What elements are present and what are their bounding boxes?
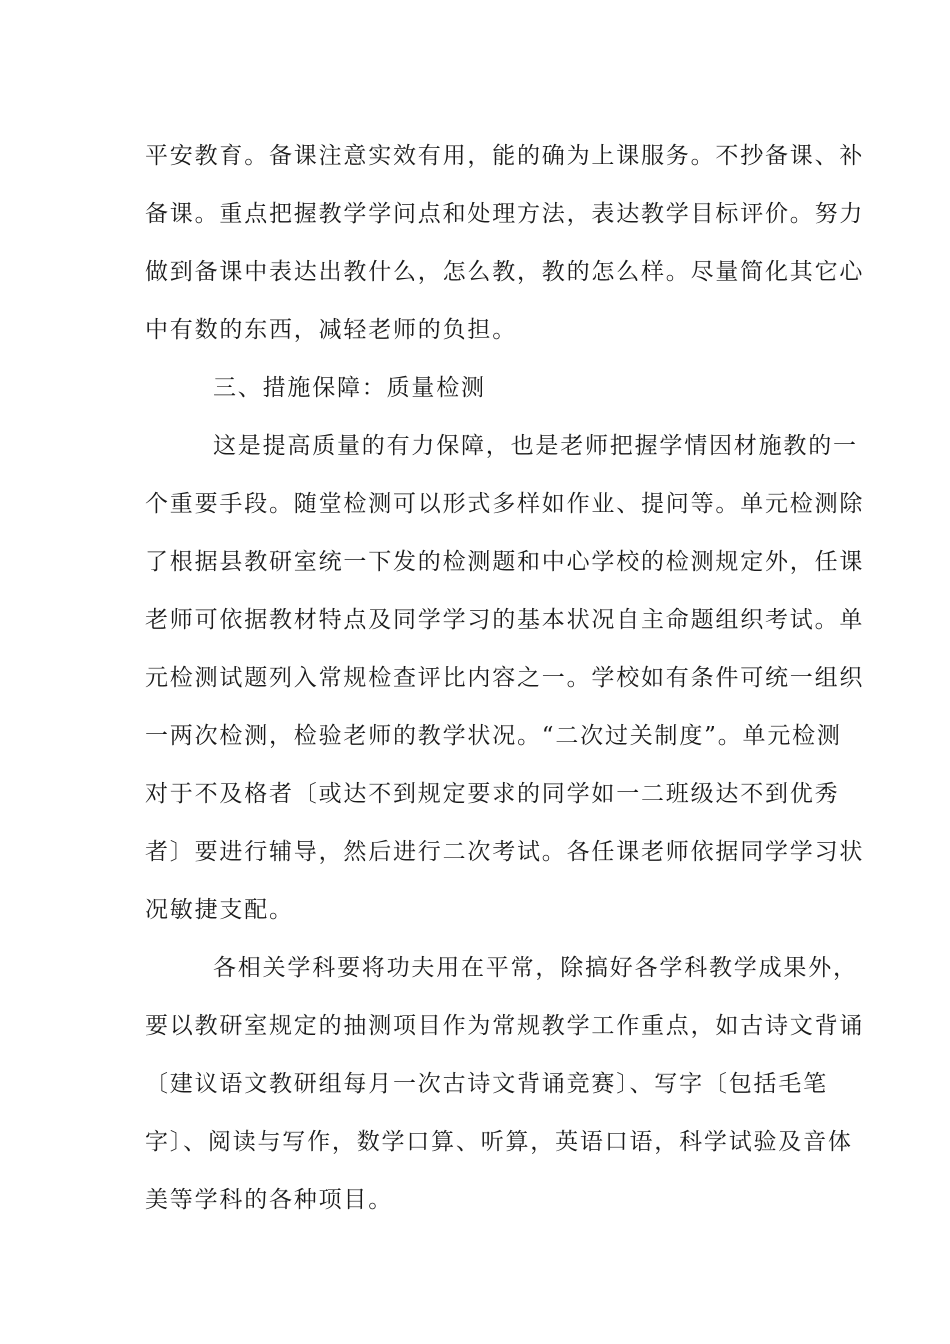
- text-line: 一两次检测，检验老师的教学状况。“二次过关制度”。单元检测: [145, 723, 842, 749]
- text-line: 个重要手段。随堂检测可以形式多样如作业、提问等。单元检测除: [145, 491, 865, 517]
- text-line: 了根据县教研室统一下发的检测题和中心学校的检测规定外，任课: [145, 549, 865, 575]
- text-line: 老师可依据教材特点及同学学习的基本状况自主命题组织考试。单: [145, 607, 865, 633]
- text-line: 对于不及格者〔或达不到规定要求的同学如一二班级达不到优秀: [145, 781, 840, 807]
- text-line: 这是提高质量的有力保障，也是老师把握学情因材施教的一: [213, 433, 858, 459]
- text-line: 者〕要进行辅导，然后进行二次考试。各任课老师依据同学学习状: [145, 839, 865, 865]
- section-heading: 三、措施保障：质量检测: [213, 375, 486, 401]
- text-line: 要以教研室规定的抽测项目作为常规教学工作重点，如古诗文背诵: [145, 1013, 865, 1039]
- text-line: 元检测试题列入常规检查评比内容之一。学校如有条件可统一组织: [145, 665, 865, 691]
- text-line: 备课。重点把握教学学问点和处理方法，表达教学目标评价。努力: [145, 201, 865, 227]
- text-line: 做到备课中表达出教什么，怎么教，教的怎么样。尽量简化其它心: [145, 259, 865, 285]
- text-line: 美等学科的各种项目。: [145, 1187, 393, 1213]
- text-line: 字〕、阅读与写作，数学口算、听算，英语口语，科学试验及音体: [145, 1129, 853, 1155]
- text-line: 各相关学科要将功夫用在平常，除搞好各学科教学成果外，: [213, 955, 858, 981]
- text-line: 况敏捷支配。: [145, 897, 294, 923]
- text-line: 〔建议语文教研组每月一次古诗文背诵竞赛〕、写字〔包括毛笔: [145, 1071, 828, 1097]
- text-line: 中有数的东西，减轻老师的负担。: [145, 317, 517, 343]
- text-line: 平安教育。备课注意实效有用，能的确为上课服务。不抄备课、补: [145, 143, 865, 169]
